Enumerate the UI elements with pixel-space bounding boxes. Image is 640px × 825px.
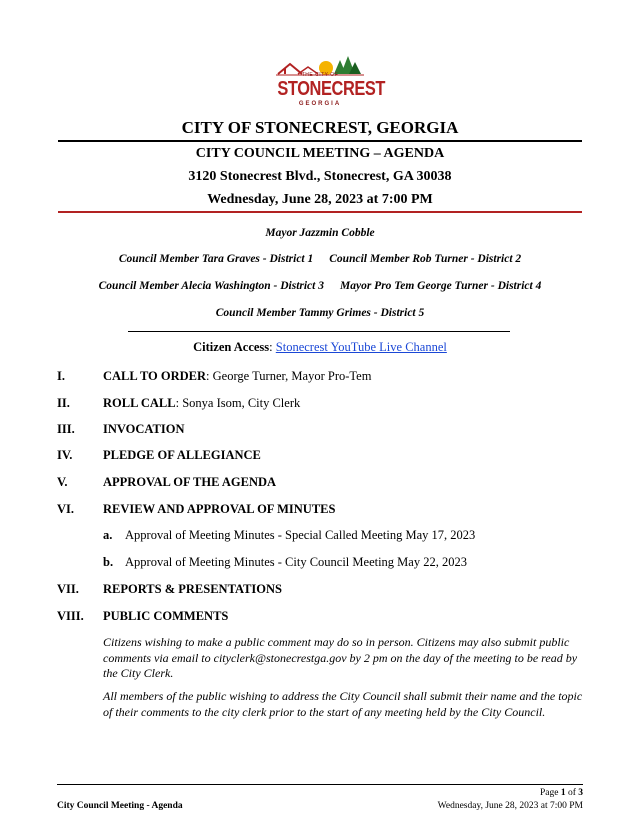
page-current: 1 [560,788,566,798]
agenda-item-heading: INVOCATION [103,422,185,436]
page-of: of [565,788,579,798]
agenda-item-heading: PLEDGE OF ALLEGIANCE [103,448,261,462]
header-divider [58,211,582,213]
meeting-subtitle: CITY COUNCIL MEETING – AGENDA [195,146,445,161]
title-divider [58,140,582,142]
footer-date: Wednesday, June 28, 2023 at 7:00 PM [437,801,583,811]
agenda-item-heading: PUBLIC COMMENTS [103,609,229,623]
page-total: 3 [578,788,583,798]
council-member-d3: Council Member Alecia Washington - District 3 [98,280,324,292]
logo-sub-text: GEORGIA [298,101,342,107]
page-prefix: Page [539,788,561,798]
logo-main-text: STONECREST [277,78,386,100]
agenda-item-number: V. [57,475,68,489]
meeting-address: 3120 Stonecrest Blvd., Stonecrest, GA 30038 [188,169,452,184]
agenda-item-heading: CALL TO ORDER [103,369,207,383]
agenda-item-number: II. [57,396,70,410]
agenda-item-detail: : Sonya Isom, City Clerk [175,396,301,410]
subitem-text: Approval of Meeting Minutes - Special Called Meeting May 17, 2023 [125,528,476,542]
footer-divider [57,784,583,785]
public-comments-paragraph-1: Citizens wishing to make a public comment may do so in person. Citizens may also submit public comments via email to cityclerk@stonecrestga.gov by 2 pm on the day of the meeting to be read by the City Clerk. [103,635,578,680]
council-member-d2: Council Member Rob Turner - District 2 [329,253,522,265]
officials-row-3 [0,280,640,292]
logo-small-text: THE CITY OF [301,72,339,78]
page-title: CITY OF STONECREST, GEORGIA [181,118,459,137]
youtube-channel-link[interactable]: Stonecrest YouTube Live Channel [275,340,447,354]
agenda-item-detail: : George Turner, Mayor Pro-Tem [206,369,372,383]
officials-row-2 [0,253,640,265]
footer-document-title: City Council Meeting - Agenda [57,801,183,811]
mayor-line: Mayor Jazzmin Cobble [265,227,375,239]
agenda-item-heading: REPORTS & PRESENTATIONS [103,582,282,596]
citizen-access-line [0,340,640,355]
citizen-access-label: Citizen Access [193,340,270,354]
citizen-access-separator: : [269,340,276,354]
officials-divider [128,331,510,332]
agenda-item-heading: REVIEW AND APPROVAL OF MINUTES [103,502,336,516]
subitem-text: Approval of Meeting Minutes - City Council Meeting May 22, 2023 [125,555,467,569]
meeting-datetime: Wednesday, June 28, 2023 at 7:00 PM [207,192,433,207]
stonecrest-logo [268,52,386,110]
council-member-d1: Council Member Tara Graves - District 1 [118,253,314,265]
public-comments-paragraph-2: All members of the public wishing to address the City Council shall submit their name and the topic of their comments to the city clerk prior to the start of any meeting held by the City Council. [103,689,583,719]
agenda-item-heading: APPROVAL OF THE AGENDA [103,475,277,489]
council-member-d5: Council Member Tammy Grimes - District 5 [215,307,425,319]
agenda-item-number: IV. [57,448,73,462]
agenda-item-number: VI. [57,502,75,516]
agenda-item-number: VII. [57,582,79,596]
council-member-d4: Mayor Pro Tem George Turner - District 4 [339,280,542,292]
agenda-item-number: VIII. [57,609,84,623]
agenda-item-number: III. [57,422,75,436]
subitem-letter: a. [103,528,113,542]
agenda-item-heading: ROLL CALL [103,396,176,410]
agenda-item-number: I. [57,369,65,383]
page-number [540,788,583,798]
subitem-letter: b. [103,555,114,569]
